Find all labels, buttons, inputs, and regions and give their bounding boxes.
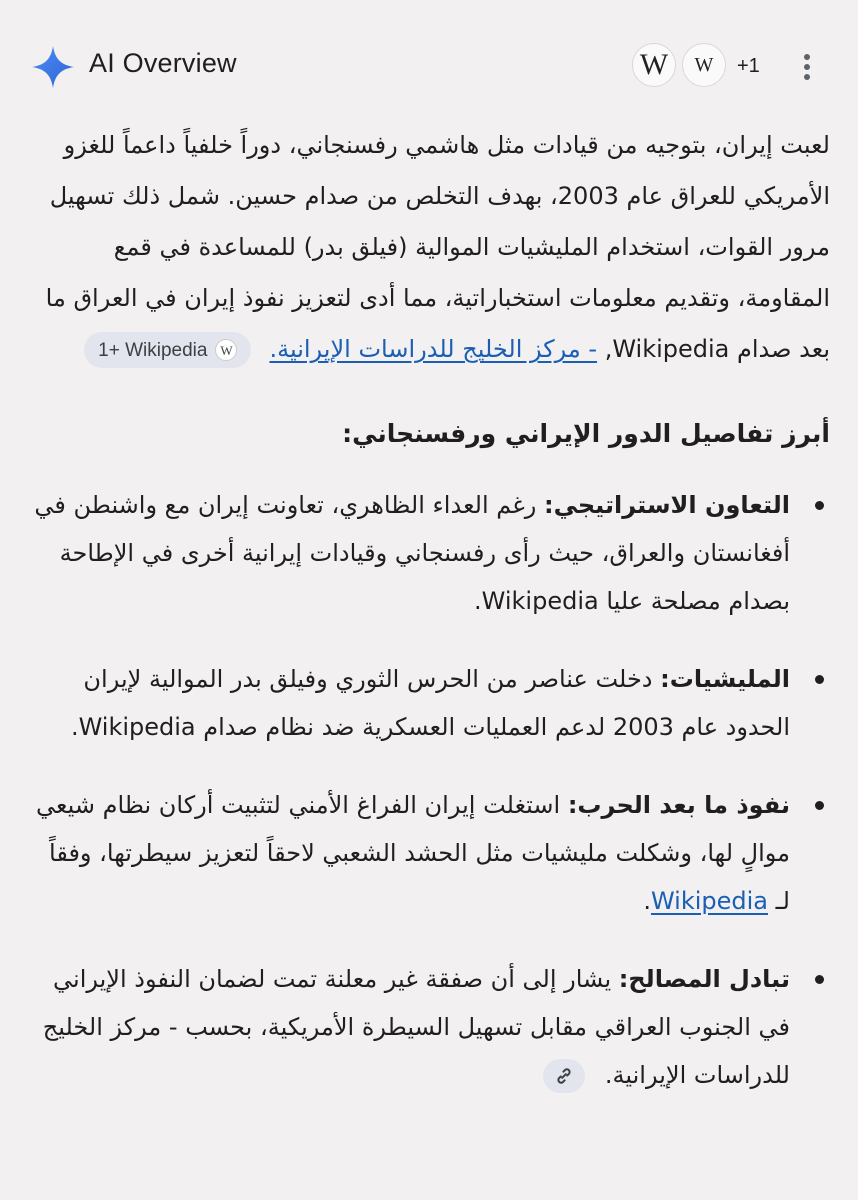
item-text: رغم العداء الظاهري، تعاونت إيران مع واشنطن في أفغانستان والعراق، حيث رأى رفسنجاني وقيادات إيرانية أخرى في الإطاحة بصدام مصلحة عليا Wikipedia.: [34, 491, 790, 615]
wikipedia-icon: W: [215, 339, 237, 361]
wikipedia-icon[interactable]: W: [632, 43, 676, 87]
item-title: التعاون الاستراتيجي:: [544, 491, 790, 519]
sparkle-icon: [30, 44, 76, 90]
item-tail: .: [643, 887, 651, 915]
chip-label: 1+ Wikipedia: [98, 339, 208, 361]
list-item: [30, 481, 830, 625]
details-heading: أبرز تفاصيل الدور الإيراني ورفسنجاني:: [342, 419, 830, 448]
source-icons[interactable]: [630, 43, 730, 89]
more-options-icon[interactable]: [800, 52, 814, 82]
wikipedia-icon[interactable]: W: [682, 43, 726, 87]
overview-paragraph: [30, 120, 830, 375]
item-text: دخلت عناصر من الحرس الثوري وفيلق بدر الموالية لإيران الحدود عام 2003 لدعم العمليات العسكرية ضد نظام صدام Wikipedia.: [70, 665, 790, 741]
link-icon[interactable]: [543, 1059, 585, 1093]
wikipedia-source-chip[interactable]: [84, 332, 251, 368]
bullet: [815, 801, 824, 810]
ai-overview-header: [0, 0, 858, 118]
wikipedia-link[interactable]: Wikipedia: [650, 887, 769, 915]
item-title: تبادل المصالح:: [618, 965, 790, 993]
item-text: يشار إلى أن صفقة غير معلنة تمت لضمان النفوذ الإيراني في الجنوب العراقي مقابل تسهيل السيطرة الأمريكية، بحسب - مركز الخليج للدراسات الإيرانية.: [42, 965, 790, 1089]
list-item: [30, 955, 830, 1099]
item-text: استغلت إيران الفراغ الأمني لتثبيت أركان نظام شيعي موالٍ لها، وشكلت مليشيات مثل الحشد الشعبي لاحقاً لتعزيز سيطرتها، وفقاً لـ: [36, 791, 790, 915]
source-link-gulf-center[interactable]: - مركز الخليج للدراسات الإيرانية.: [269, 335, 598, 363]
list-item: [30, 781, 830, 925]
ai-overview-title: AI Overview: [89, 48, 237, 78]
details-list: [30, 481, 830, 1099]
overview-content: [30, 120, 830, 1129]
more-sources-count[interactable]: +1: [737, 55, 760, 77]
overview-text: لعبت إيران، بتوجيه من قيادات مثل هاشمي رفسنجاني، دوراً خلفياً داعماً للغزو الأمريكي للعراق عام 2003، بهدف التخلص من صدام حسين. شمل ذلك تسهيل مرور القوات، استخدام المليشيات الموالية (فيلق بدر) للمساعدة في قمع المقاومة، وتقديم معلومات استخباراتية، مما أدى لتعزيز نفوذ إيران في العراق ما بعد صدام Wikipedia,: [45, 131, 830, 363]
list-item: [30, 655, 830, 751]
bullet: [815, 975, 824, 984]
bullet: [815, 501, 824, 510]
item-title: نفوذ ما بعد الحرب:: [567, 791, 790, 819]
item-title: المليشيات:: [660, 665, 790, 693]
bullet: [815, 675, 824, 684]
